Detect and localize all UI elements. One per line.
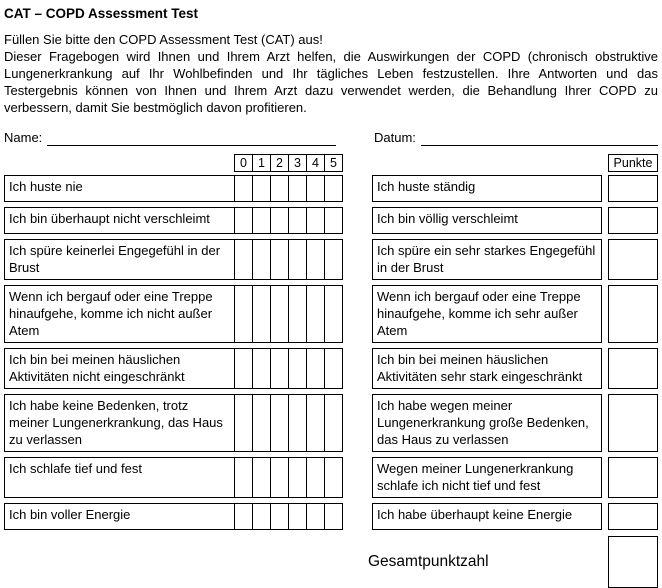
score-cell-4[interactable]	[306, 348, 325, 389]
score-cell-3[interactable]	[288, 207, 307, 234]
score-header-cells	[234, 154, 343, 172]
score-cell-2[interactable]	[270, 394, 289, 452]
score-cell-3[interactable]	[288, 457, 307, 498]
score-cell-5[interactable]	[324, 207, 343, 234]
score-cell-4[interactable]	[306, 285, 325, 343]
punkte-cell[interactable]	[608, 285, 658, 343]
intro-paragraph: Dieser Fragebogen wird Ihnen und Ihrem Arzt helfen, die Auswirkungen der COPD (chronisch obstruktive Lungenerkrankung auf Ihr Wohlbefinden und Ihr tägliches Leben festzustellen. Ihre Antworten und das Testergebnis können von Ihnen und Ihrem Arzt dazu verwendet werden, die Behandlung Ihrer COPD zu verbessern, damit Sie bestmöglich davon profitieren.	[4, 49, 658, 115]
table-row	[4, 348, 658, 389]
score-cells	[234, 503, 343, 530]
score-cell-0[interactable]	[234, 348, 253, 389]
date-field	[374, 130, 658, 146]
statement-left: Ich bin bei meinen häuslichen Aktivitäten nicht eingeschränkt	[4, 348, 234, 389]
name-label: Name:	[4, 130, 43, 145]
score-cell-2[interactable]	[270, 239, 289, 280]
score-cell-4[interactable]	[306, 457, 325, 498]
score-cell-2[interactable]	[270, 207, 289, 234]
punkte-cell[interactable]	[608, 394, 658, 452]
score-cell-1[interactable]	[252, 285, 271, 343]
score-header-5: 5	[324, 154, 343, 172]
statement-right: Ich bin völlig verschleimt	[372, 207, 602, 234]
intro-instruction: Füllen Sie bitte den COPD Assessment Test (CAT) aus!	[4, 32, 323, 47]
punkte-cell[interactable]	[608, 348, 658, 389]
statement-right: Ich spüre ein sehr starkes Engegefühl in der Brust	[372, 239, 602, 280]
header-left-spacer	[4, 154, 234, 172]
score-cell-4[interactable]	[306, 503, 325, 530]
statement-right: Wenn ich bergauf oder eine Treppe hinaufgehe, komme ich sehr außer Atem	[372, 285, 602, 343]
score-cell-1[interactable]	[252, 239, 271, 280]
score-cell-0[interactable]	[234, 175, 253, 202]
table-row	[4, 457, 658, 498]
table-row	[4, 175, 658, 202]
score-cell-5[interactable]	[324, 285, 343, 343]
score-cell-0[interactable]	[234, 239, 253, 280]
statement-right: Ich huste ständig	[372, 175, 602, 202]
total-label: Gesamtpunktzahl	[368, 553, 489, 570]
score-cell-5[interactable]	[324, 175, 343, 202]
punkte-cell[interactable]	[608, 175, 658, 202]
total-score-box[interactable]	[608, 536, 658, 588]
score-cell-2[interactable]	[270, 457, 289, 498]
score-cell-0[interactable]	[234, 457, 253, 498]
statement-left: Ich bin voller Energie	[4, 503, 234, 530]
score-cell-4[interactable]	[306, 175, 325, 202]
score-cell-3[interactable]	[288, 285, 307, 343]
table-row	[4, 394, 658, 452]
statement-right: Ich bin bei meinen häuslichen Aktivitäten sehr stark eingeschränkt	[372, 348, 602, 389]
score-cell-5[interactable]	[324, 394, 343, 452]
table-header-row	[4, 154, 658, 172]
score-cells	[234, 175, 343, 202]
statement-left: Wenn ich bergauf oder eine Treppe hinaufgehe, komme ich nicht außer Atem	[4, 285, 234, 343]
table-row	[4, 503, 658, 530]
statement-right: Ich habe überhaupt keine Energie	[372, 503, 602, 530]
statement-right: Ich habe wegen meiner Lungenerkrankung große Bedenken, das Haus zu verlassen	[372, 394, 602, 452]
score-cells	[234, 285, 343, 343]
punkte-cell[interactable]	[608, 207, 658, 234]
score-cell-4[interactable]	[306, 239, 325, 280]
score-cells	[234, 207, 343, 234]
header-mid-spacer	[343, 154, 608, 172]
total-row	[4, 536, 658, 588]
score-cells	[234, 348, 343, 389]
punkte-cell[interactable]	[608, 457, 658, 498]
statement-left: Ich schlafe tief und fest	[4, 457, 234, 498]
table-rows	[4, 175, 658, 530]
page-title: CAT – COPD Assessment Test	[4, 6, 199, 21]
score-cell-0[interactable]	[234, 394, 253, 452]
score-cell-1[interactable]	[252, 503, 271, 530]
score-header-2: 2	[270, 154, 289, 172]
score-cell-5[interactable]	[324, 503, 343, 530]
score-cell-5[interactable]	[324, 457, 343, 498]
score-cell-3[interactable]	[288, 175, 307, 202]
score-cell-2[interactable]	[270, 175, 289, 202]
score-cell-1[interactable]	[252, 457, 271, 498]
score-header-0: 0	[234, 154, 253, 172]
score-cell-2[interactable]	[270, 503, 289, 530]
intro-section	[4, 31, 658, 116]
score-header-3: 3	[288, 154, 307, 172]
score-cell-5[interactable]	[324, 348, 343, 389]
score-cell-3[interactable]	[288, 348, 307, 389]
punkte-cell[interactable]	[608, 503, 658, 530]
name-date-row	[4, 130, 658, 146]
score-cell-0[interactable]	[234, 503, 253, 530]
score-cell-5[interactable]	[324, 239, 343, 280]
punkte-cell[interactable]	[608, 239, 658, 280]
date-input-line[interactable]	[421, 130, 658, 146]
score-cell-2[interactable]	[270, 348, 289, 389]
score-cell-1[interactable]	[252, 394, 271, 452]
score-cell-3[interactable]	[288, 239, 307, 280]
name-field	[4, 130, 336, 146]
score-cell-3[interactable]	[288, 503, 307, 530]
score-cell-2[interactable]	[270, 285, 289, 343]
score-cells	[234, 394, 343, 452]
score-header-4: 4	[306, 154, 325, 172]
name-input-line[interactable]	[47, 130, 336, 146]
score-cell-4[interactable]	[306, 207, 325, 234]
score-cell-4[interactable]	[306, 394, 325, 452]
statement-left: Ich habe keine Bedenken, trotz meiner Lungenerkrankung, das Haus zu verlassen	[4, 394, 234, 452]
statement-right: Wegen meiner Lungenerkrankung schlafe ich nicht tief und fest	[372, 457, 602, 498]
statement-left: Ich spüre keinerlei Engegefühl in der Brust	[4, 239, 234, 280]
statement-left: Ich bin überhaupt nicht verschleimt	[4, 207, 234, 234]
table-row	[4, 239, 658, 280]
score-cell-0[interactable]	[234, 207, 253, 234]
punkte-header: Punkte	[608, 154, 658, 172]
score-cell-1[interactable]	[252, 175, 271, 202]
table-row	[4, 285, 658, 343]
score-cell-0[interactable]	[234, 285, 253, 343]
date-label: Datum:	[374, 130, 416, 145]
score-header-1: 1	[252, 154, 271, 172]
score-cell-3[interactable]	[288, 394, 307, 452]
table-row	[4, 207, 658, 234]
cat-table	[4, 154, 658, 530]
statement-left: Ich huste nie	[4, 175, 234, 202]
score-cell-1[interactable]	[252, 207, 271, 234]
score-cell-1[interactable]	[252, 348, 271, 389]
score-cells	[234, 239, 343, 280]
score-cells	[234, 457, 343, 498]
